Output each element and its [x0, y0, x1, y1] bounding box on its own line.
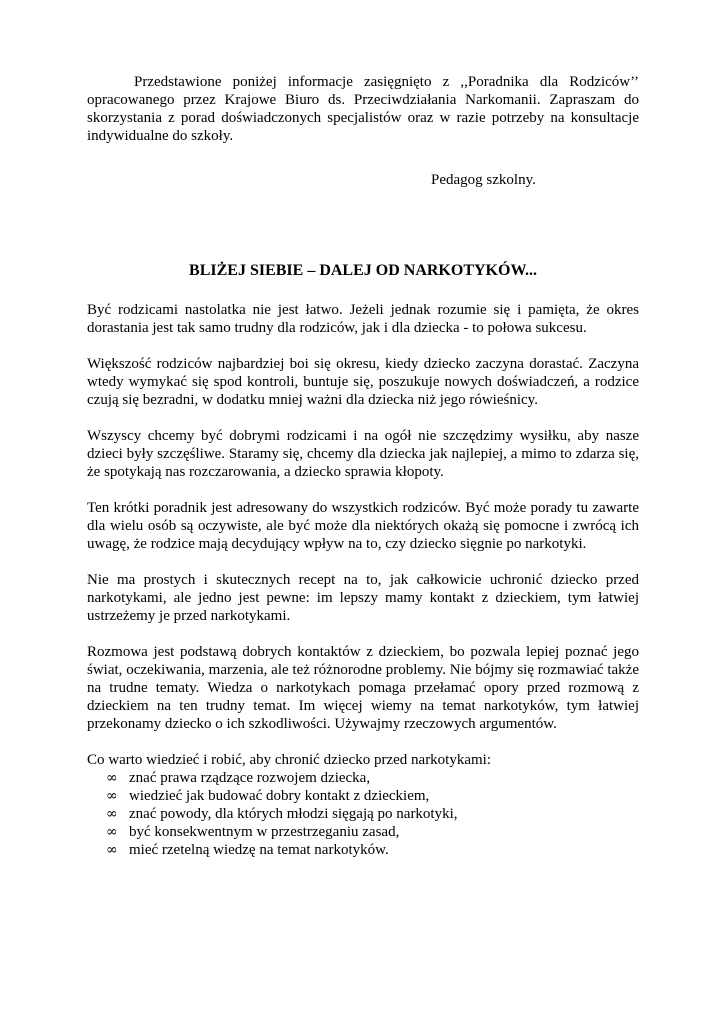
- document-body: [87, 301, 639, 859]
- paragraph: Być rodzicami nastolatka nie jest łatwo. Jeżeli jednak rozumie się i pamięta, że okres dorastania jest tak samo trudny dla rodziców, jak i dla dziecka - to połowa sukcesu.: [87, 302, 639, 336]
- paragraph: Wszyscy chcemy być dobrymi rodzicami i na ogół nie szczędzimy wysiłku, aby nasze dzieci były szczęśliwe. Staramy się, chcemy dla dziecka jak najlepiej, a mimo to zdarza się, że spotykają nas rozczarowania, a dziecko sprawia kłopoty.: [87, 428, 639, 480]
- list-item: [87, 823, 639, 841]
- infinity-bullet-icon: ∞: [106, 842, 118, 858]
- infinity-bullet-icon: ∞: [106, 824, 118, 840]
- intro-paragraph: Przedstawione poniżej informacje zasięgnięto z ,,Poradnika dla Rodziców’’ opracowanego przez Krajowe Biuro ds. Przeciwdziałania Narkomanii. Zapraszam do skorzystania z porad doświadczonych specjalistów oraz w razie potrzeby na konsultacje indywidualne do szkoły.: [87, 74, 639, 144]
- list-intro: Co warto wiedzieć i robić, aby chronić dziecko przed narkotykami:: [87, 752, 492, 768]
- paragraph: Nie ma prostych i skutecznych recept na to, jak całkowicie uchronić dziecko przed narkotykami, ale jedno jest pewne: im lepszy mamy kontakt z dzieckiem, tym łatwiej ustrzeżemy je przed narkotykami.: [87, 572, 639, 624]
- list-item-text: znać prawa rządzące rozwojem dziecka,: [129, 770, 371, 786]
- list-item: [87, 787, 639, 805]
- list-item-text: mieć rzetelną wiedzę na temat narkotyków.: [129, 842, 389, 858]
- list-item-text: wiedzieć jak budować dobry kontakt z dzieckiem,: [129, 788, 430, 804]
- list-item-text: znać powody, dla których młodzi sięgają po narkotyki,: [129, 806, 458, 822]
- paragraph: Ten krótki poradnik jest adresowany do wszystkich rodziców. Być może porady tu zawarte dla wielu osób są oczywiste, ale być może dla niektórych okażą się pomocne i zwrócą ich uwagę, że rodzice mają decydujący wpływ na to, czy dziecko sięgnie po narkotyki.: [87, 500, 639, 552]
- advice-list: [87, 769, 639, 859]
- list-item: [87, 805, 639, 823]
- infinity-bullet-icon: ∞: [106, 806, 118, 822]
- document-title: BLIŻEJ SIEBIE – DALEJ OD NARKOTYKÓW...: [189, 262, 537, 279]
- infinity-bullet-icon: ∞: [106, 770, 118, 786]
- signature: Pedagog szkolny.: [431, 172, 536, 188]
- paragraph: Rozmowa jest podstawą dobrych kontaktów z dzieckiem, bo pozwala lepiej poznać jego świat, oczekiwania, marzenia, ale też różnorodne problemy. Nie bójmy się rozmawiać także na trudne tematy. Wiedza o narkotykach pomaga przełamać opory przed rozmową z dzieckiem na ten trudny temat. Im więcej wiemy na temat narkotyków, tym łatwiej przekonamy dziecko o ich szkodliwości. Używajmy rzeczowych argumentów.: [87, 644, 639, 732]
- list-item: [87, 769, 639, 787]
- paragraph: Większość rodziców najbardziej boi się okresu, kiedy dziecko zaczyna dorastać. Zaczyna wtedy wymykać się spod kontroli, buntuje się, poszukuje nowych doświadczeń, a rodzice czują się bezradni, w dodatku mniej ważni dla dziecka niż jego rówieśnicy.: [87, 356, 639, 408]
- infinity-bullet-icon: ∞: [106, 788, 118, 804]
- list-item: [87, 841, 639, 859]
- list-item-text: być konsekwentnym w przestrzeganiu zasad,: [129, 824, 400, 840]
